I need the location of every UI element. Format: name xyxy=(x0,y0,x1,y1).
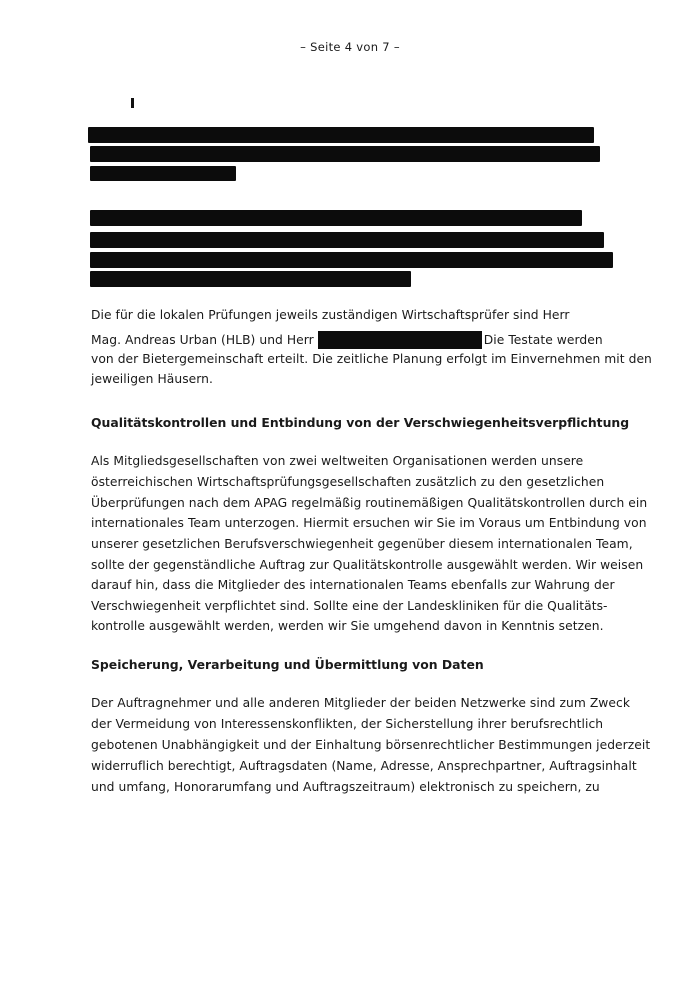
redaction-bar xyxy=(90,210,582,226)
inline-redaction xyxy=(318,331,482,349)
text-segment: Die Testate werden xyxy=(483,333,603,347)
redaction-bar xyxy=(88,127,594,143)
redaction-bar xyxy=(90,166,236,181)
scan-mark xyxy=(131,98,134,108)
page-number-header: – Seite 4 von 7 – xyxy=(300,40,400,54)
paragraph-line: widerruflich berechtigt, Auftragsdaten (Name, Adresse, Ansprechpartner, Auftragsinhalt xyxy=(91,759,637,773)
section-heading: Speicherung, Verarbeitung und Übermittlung von Daten xyxy=(91,657,484,672)
redaction-bar xyxy=(90,232,604,248)
paragraph-line: Überprüfungen nach dem APAG regelmäßig routinemäßigen Qualitätskontrollen durch ein xyxy=(91,496,648,510)
paragraph-line: und umfang, Honorarumfang und Auftragszeitraum) elektronisch zu speichern, zu xyxy=(91,780,600,794)
paragraph-line: von der Bietergemeinschaft erteilt. Die zeitliche Planung erfolgt im Einvernehmen mit den xyxy=(91,352,652,366)
paragraph-line: gebotenen Unabhängigkeit und der Einhaltung börsenrechtlicher Bestimmungen jederzeit xyxy=(91,738,651,752)
text-segment: Mag. Andreas Urban (HLB) und Herr xyxy=(91,333,314,347)
paragraph-line: sollte der gegenständliche Auftrag zur Qualitätskontrolle ausgewählt werden. Wir weisen xyxy=(91,558,644,572)
paragraph-line: jeweiligen Häusern. xyxy=(91,372,213,386)
paragraph-line: kontrolle ausgewählt werden, werden wir Sie umgehend davon in Kenntnis setzen. xyxy=(91,619,604,633)
paragraph-line: der Vermeidung von Interessenskonflikten, der Sicherstellung ihrer berufsrechtlich xyxy=(91,717,604,731)
paragraph-line: Als Mitgliedsgesellschaften von zwei weltweiten Organisationen werden unsere xyxy=(91,454,584,468)
redaction-bar xyxy=(90,271,411,287)
paragraph-line: darauf hin, dass die Mitglieder des internationalen Teams ebenfalls zur Wahrung der xyxy=(91,578,615,592)
paragraph-line: internationales Team unterzogen. Hiermit ersuchen wir Sie im Voraus um Entbindung von xyxy=(91,516,647,530)
paragraph-line: unserer gesetzlichen Berufsverschwiegenheit gegenüber diesem internationalen Team, xyxy=(91,537,633,551)
redaction-bar xyxy=(90,252,613,268)
paragraph-line: Verschwiegenheit verpflichtet sind. Sollte eine der Landeskliniken für die Qualitäts- xyxy=(91,599,608,613)
section-heading: Qualitätskontrollen und Entbindung von der Verschwiegenheitsverpflichtung xyxy=(91,415,630,430)
paragraph-line: Die für die lokalen Prüfungen jeweils zuständigen Wirtschaftsprüfer sind Herr xyxy=(91,308,570,322)
paragraph-line: Der Auftragnehmer und alle anderen Mitglieder der beiden Netzwerke sind zum Zweck xyxy=(91,696,630,710)
paragraph-line: österreichischen Wirtschaftsprüfungsgesellschaften zusätzlich zu den gesetzlichen xyxy=(91,475,605,489)
redaction-bar xyxy=(90,146,600,162)
paragraph-line xyxy=(91,331,603,349)
